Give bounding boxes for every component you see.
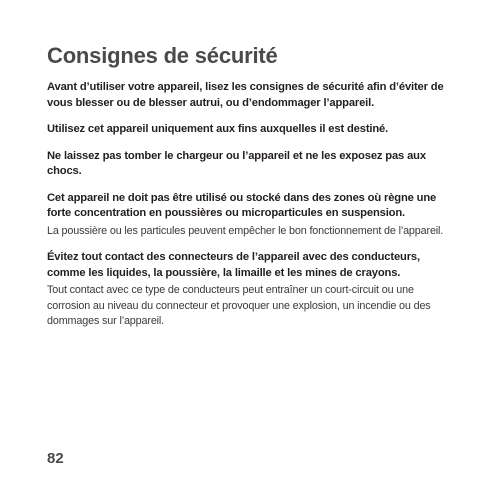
instruction-heading: Utilisez cet appareil uniquement aux fins auxquelles il est destiné.: [47, 123, 389, 135]
safety-instruction-dust: [47, 191, 445, 240]
document-page: [47, 42, 445, 341]
safety-instruction-drop: [47, 149, 445, 180]
safety-instruction-intended-use: [47, 122, 445, 138]
instruction-heading: Évitez tout contact des connecteurs de l’appareil avec des conducteurs, comme les liquides, la poussière, la limaille et les mines de crayons.: [47, 251, 420, 279]
safety-instruction-conductors: [47, 250, 445, 330]
instruction-heading: Ne laissez pas tomber le chargeur ou l’appareil et ne les exposez pas aux chocs.: [47, 149, 426, 177]
instruction-heading: Cet appareil ne doit pas être utilisé ou stocké dans des zones où règne une forte concentration en poussières ou microparticules en suspension.: [47, 191, 437, 219]
page-title: Consignes de sécurité: [47, 43, 278, 68]
instruction-detail: La poussière ou les particules peuvent empêcher le bon fonctionnement de l’appareil.: [47, 224, 444, 237]
instruction-heading: Avant d’utiliser votre appareil, lisez les consignes de sécurité afin d’éviter de vous blesser ou de blesser autrui, ou d’endommager l’appareil.: [47, 81, 444, 109]
safety-instruction-intro: [47, 80, 445, 111]
page-number: 82: [47, 450, 64, 467]
instruction-detail: Tout contact avec ce type de conducteurs peut entraîner un court-circuit ou une corrosion au niveau du connecteur et provoquer une explosion, un incendie ou des dommages sur l’appareil.: [47, 284, 431, 327]
